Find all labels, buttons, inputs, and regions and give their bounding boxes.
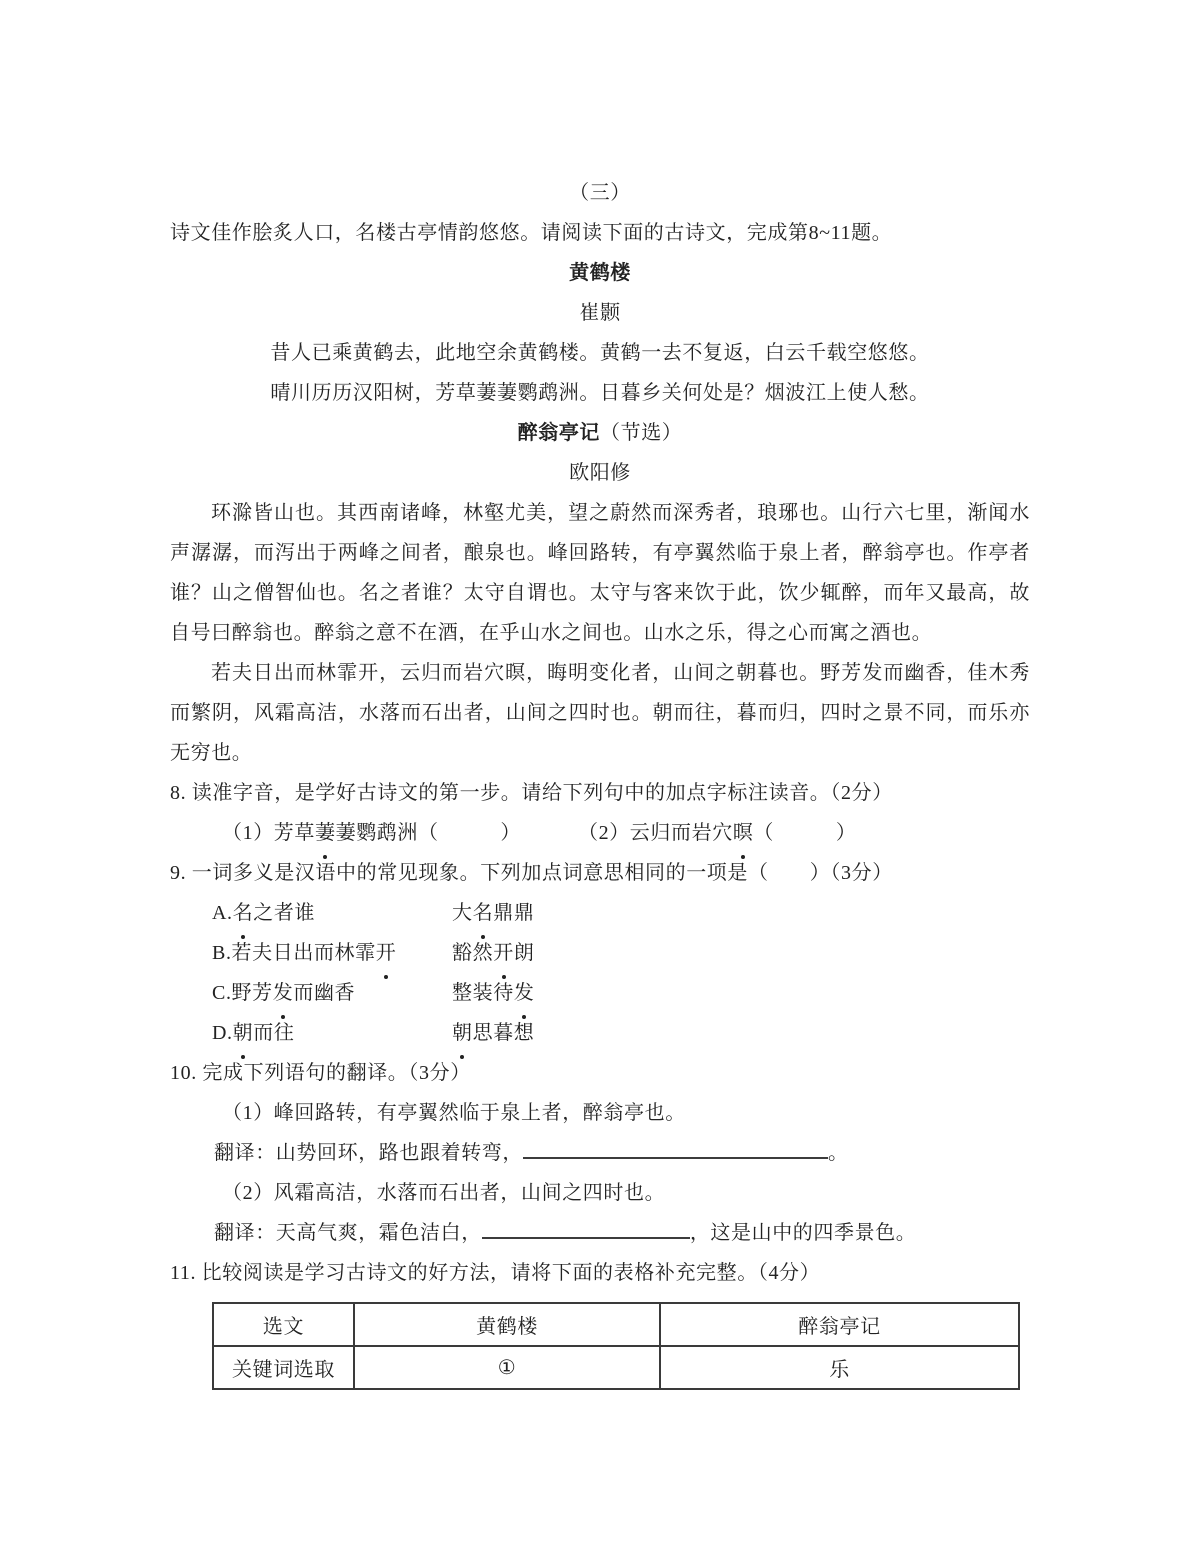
answer-blank-2[interactable] <box>482 1221 690 1239</box>
q10-item-2: （2）风霜高洁，水落而石出者，山间之四时也。 <box>222 1182 666 1204</box>
option-c-right-pre: 整装待 <box>452 982 514 1004</box>
option-b-label: B. <box>212 942 232 964</box>
option-d-label: D. <box>212 1022 233 1044</box>
option-a-left-dotted-char: 名 <box>233 893 254 933</box>
answer-table <box>212 1302 1020 1390</box>
q8-item-1-answer-paren[interactable]: 萋鹦鹉洲（ ） <box>335 822 522 844</box>
option-c-left-pre: 野芳 <box>231 982 273 1004</box>
translation-line-1 <box>170 1133 1030 1173</box>
option-b-left-dotted-char: 开 <box>376 933 397 973</box>
option-a-right-dotted-char: 名 <box>473 893 494 933</box>
question-10-header: 10. 完成下列语句的翻译。（3分） <box>170 1062 471 1084</box>
poem-line-2: 晴川历历汉阳树，芳草萋萋鹦鹉洲。日暮乡关何处是？烟波江上使人愁。 <box>270 382 930 404</box>
option-a-right <box>452 902 534 924</box>
table-cell-xuanwen: 选文 <box>213 1303 354 1346</box>
option-row-d <box>170 1013 1030 1053</box>
option-b-left <box>212 933 452 973</box>
option-b-right-pre: 豁然 <box>452 942 494 964</box>
q8-item-2-pre: （2）云归而岩穴 <box>578 822 733 844</box>
option-d-left-post: 而往 <box>253 1022 295 1044</box>
option-c-left-post: 而幽香 <box>293 982 356 1004</box>
option-c-left-dotted-char: 发 <box>273 973 294 1013</box>
option-c-right <box>452 982 534 1004</box>
poem-line-1: 昔人已乘黄鹤去，此地空余黄鹤楼。黄鹤一去不复返，白云千载空悠悠。 <box>270 342 930 364</box>
translation-2-prompt: 翻译：天高气爽，霜色洁白， <box>214 1222 482 1244</box>
q8-item-1-pre: （1）芳草 <box>222 822 315 844</box>
option-a-left-post: 之者谁 <box>253 902 316 924</box>
option-d-right-post: 思暮想 <box>472 1022 535 1044</box>
prose-paragraph-2: 若夫日出而林霏开，云归而岩穴暝，晦明变化者，山间之朝暮也。野芳发而幽香，佳木秀而繁阴，风霜高洁，水落而石出者，山间之四时也。朝而往，暮而归，四时之景不同，而乐亦无穷也。 <box>170 662 1030 764</box>
option-a-right-pre: 大 <box>452 902 473 924</box>
table-cell-keyword-blank-1[interactable]: ① <box>354 1346 660 1389</box>
option-row-a <box>170 893 1030 933</box>
option-d-right <box>452 1022 534 1044</box>
prose-title: 醉翁亭记 <box>517 422 600 444</box>
q8-item-1-dotted-char: 萋 <box>315 813 336 853</box>
prose-title-suffix: （节选） <box>600 422 683 444</box>
prose-paragraph-1: 环滁皆山也。其西南诸峰，林壑尤美，望之蔚然而深秀者，琅琊也。山行六七里，渐闻水声潺潺，而泻出于两峰之间者，酿泉也。峰回路转，有亭翼然临于泉上者，醉翁亭也。作亭者谁？山之僧智仙也。名之者谁？太守自谓也。太守与客来饮于此，饮少辄醉，而年又最高，故自号曰醉翁也。醉翁之意不在酒，在乎山水之间也。山水之乐，得之心而寓之酒也。 <box>170 502 1030 644</box>
section-label: （三） <box>569 182 631 204</box>
table-cell-keyword-label: 关键词选取 <box>213 1346 354 1389</box>
poem-title: 黄鹤楼 <box>569 262 631 284</box>
poem-author: 崔颢 <box>579 302 621 324</box>
option-c-left <box>212 973 452 1013</box>
option-b-right <box>452 942 534 964</box>
q10-item-1: （1）峰回路转，有亭翼然临于泉上者，醉翁亭也。 <box>222 1102 686 1124</box>
answer-blank-1[interactable] <box>523 1141 828 1159</box>
table-row-header <box>213 1303 1019 1346</box>
option-d-left <box>212 1013 452 1053</box>
q8-item-2 <box>578 822 856 844</box>
table-row-keywords <box>213 1346 1019 1389</box>
option-d-left-dotted-char: 朝 <box>233 1013 254 1053</box>
q8-item-2-dotted-char: 暝 <box>733 813 754 853</box>
translation-1-prompt: 翻译：山势回环，路也跟着转弯， <box>214 1142 523 1164</box>
option-d-right-dotted-char: 朝 <box>452 1013 473 1053</box>
option-b-left-pre: 若夫日出而林霏 <box>231 942 376 964</box>
q8-item-1 <box>222 813 578 853</box>
option-b-right-dotted-char: 开 <box>493 933 514 973</box>
question-9-header: 9. 一词多义是汉语中的常见现象。下列加点词意思相同的一项是（ ）（3分） <box>170 862 893 884</box>
option-a-label: A. <box>212 902 233 924</box>
table-cell-keyword-le: 乐 <box>660 1346 1019 1389</box>
option-row-c <box>170 973 1030 1013</box>
option-c-right-dotted-char: 发 <box>514 973 535 1013</box>
prose-title-line <box>170 413 1030 453</box>
table-cell-zuiwengtingji: 醉翁亭记 <box>660 1303 1019 1346</box>
q8-item-2-answer-paren[interactable]: （ ） <box>753 822 857 844</box>
translation-line-2 <box>170 1213 1030 1253</box>
table-cell-huanghelou: 黄鹤楼 <box>354 1303 660 1346</box>
question-8-items <box>170 813 1030 853</box>
option-c-label: C. <box>212 982 232 1004</box>
translation-2-end: ，这是山中的四季景色。 <box>689 1222 917 1244</box>
question-11-header: 11. 比较阅读是学习古诗文的好方法，请将下面的表格补充完整。（4分） <box>170 1262 821 1284</box>
intro-text: 诗文佳作脍炙人口，名楼古亭情韵悠悠。请阅读下面的古诗文，完成第8~11题。 <box>170 222 893 244</box>
option-row-b <box>170 933 1030 973</box>
prose-author: 欧阳修 <box>569 462 631 484</box>
translation-1-end: 。 <box>828 1142 849 1164</box>
question-8-header: 8. 读准字音，是学好古诗文的第一步。请给下列句中的加点字标注读音。（2分） <box>170 782 893 804</box>
option-b-right-post: 朗 <box>513 942 535 964</box>
option-a-left <box>212 893 452 933</box>
option-a-right-post: 鼎鼎 <box>493 902 535 924</box>
